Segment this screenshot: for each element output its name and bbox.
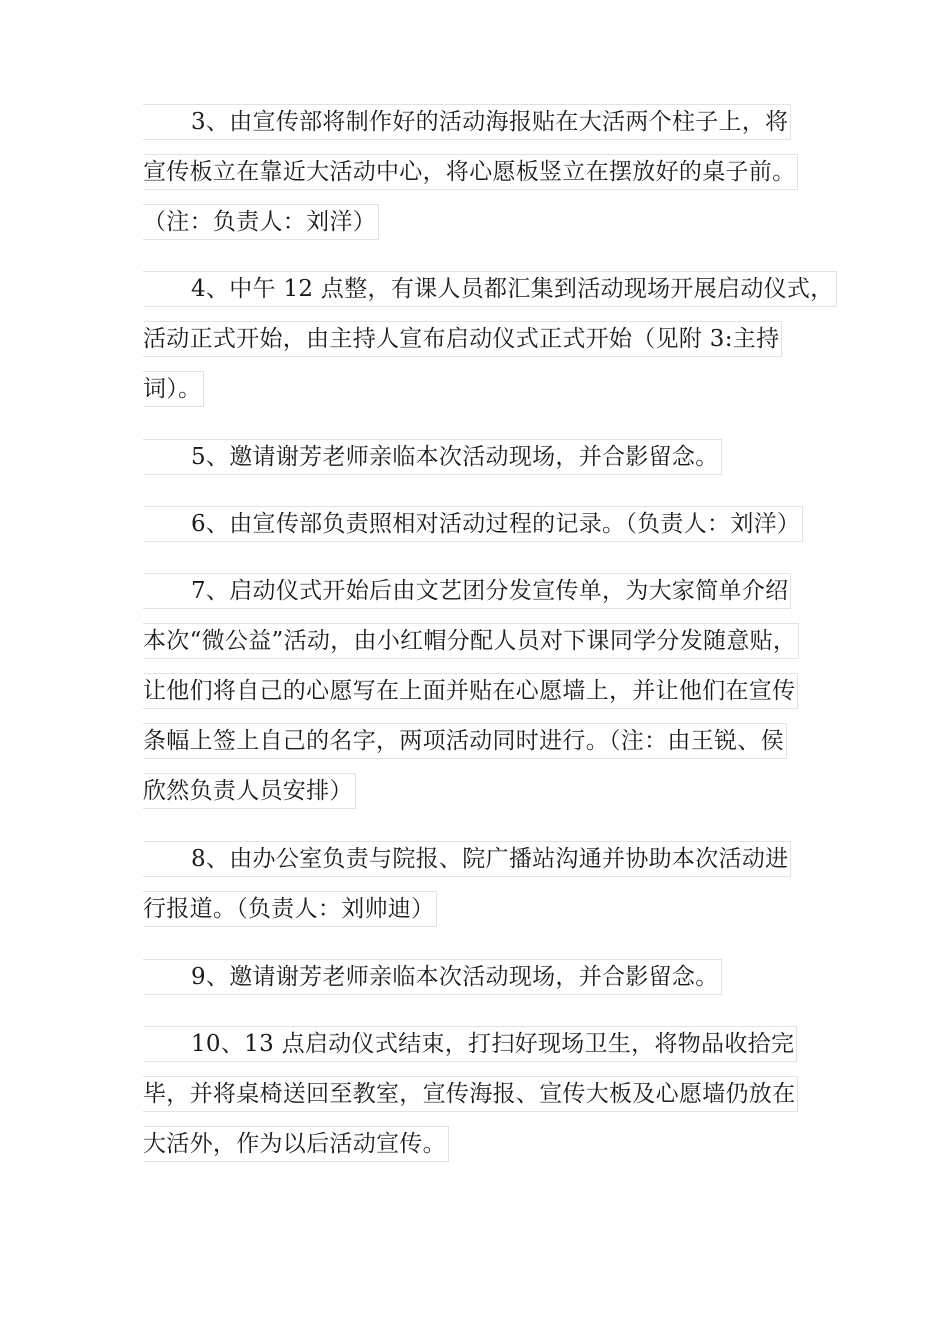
paragraph-item-10 [143,1018,798,1168]
line-text: 3、由宣传部将制作好的活动海报贴在大活两个柱子上，将 [143,104,791,140]
line-text: 大活外，作为以后活动宣传。 [143,1126,449,1162]
text-line [143,715,799,765]
text-line [143,951,722,1001]
text-line [143,431,722,481]
line-text: 条幅上签上自己的名字，两项活动同时进行。（注：由王锐、侯 [143,723,787,759]
text-line [143,1068,798,1118]
line-text: 行报道。（负责人：刘帅迪） [143,891,437,927]
line-text: 6、由宣传部负责照相对活动过程的记录。（负责人：刘洋） [143,506,803,542]
line-text: 词）。 [143,371,204,407]
paragraph-item-5 [143,431,722,481]
text-line [143,833,791,883]
line-text: 7、启动仪式开始后由文艺团分发宣传单，为大家简单介绍 [143,573,791,609]
paragraph-item-9 [143,951,722,1001]
paragraph-item-6 [143,498,803,548]
text-line [143,313,837,363]
line-text: 本次“微公益”活动，由小红帽分配人员对下课同学分发随意贴， [143,623,799,659]
paragraph-item-7 [143,565,799,815]
line-text: 10、13 点启动仪式结束，打扫好现场卫生，将物品收拾完 [143,1026,797,1062]
text-line [143,615,799,665]
line-text: 5、邀请谢芳老师亲临本次活动现场，并合影留念。 [143,439,722,475]
text-line [143,765,799,815]
line-text: 毕，并将桌椅送回至教室，宣传海报、宣传大板及心愿墙仍放在 [143,1076,798,1112]
paragraph-item-3 [143,96,798,246]
paragraph-item-8 [143,833,791,933]
text-line [143,565,799,615]
line-text: 欣然负责人员安排） [143,773,356,809]
line-text: 4、中午 12 点整，有课人员都汇集到活动现场开展启动仪式， [143,271,837,307]
text-line [143,1018,798,1068]
paragraph-item-4 [143,263,837,413]
line-text: 9、邀请谢芳老师亲临本次活动现场，并合影留念。 [143,959,722,995]
text-line [143,363,837,413]
text-line [143,1118,798,1168]
text-line [143,146,798,196]
text-line [143,883,791,933]
text-line [143,96,798,146]
line-text: 宣传板立在靠近大活动中心，将心愿板竖立在摆放好的桌子前。 [143,154,798,190]
text-line [143,498,803,548]
line-text: 让他们将自己的心愿写在上面并贴在心愿墙上，并让他们在宣传 [143,673,798,709]
text-line [143,665,799,715]
line-text: 8、由办公室负责与院报、院广播站沟通并协助本次活动进 [143,841,791,877]
line-text: 活动正式开始，由主持人宣布启动仪式正式开始（见附 3:主持 [143,321,782,357]
text-line [143,263,837,313]
text-line [143,196,798,246]
line-text: （注：负责人：刘洋） [143,204,379,240]
